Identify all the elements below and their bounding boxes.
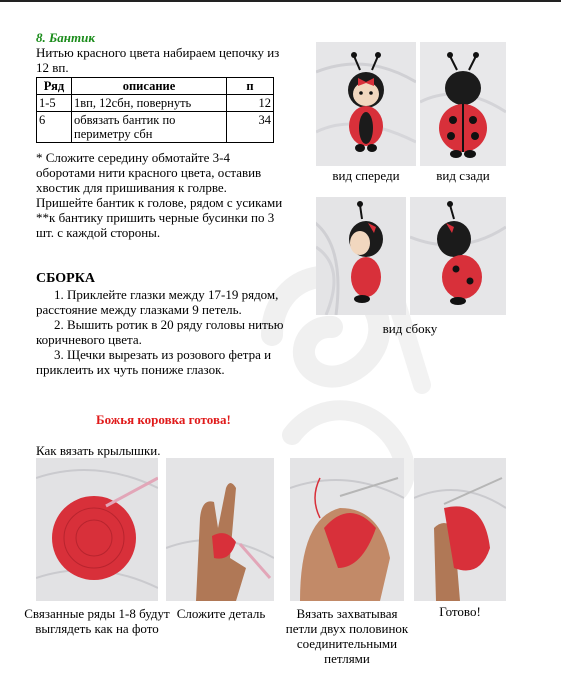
- intro-text: Нитью красного цвета набираем цепочку из 12 вп.: [36, 45, 280, 75]
- step-caption-3: Вязать захватывая петли двух половинок соединительными петлями: [285, 606, 409, 666]
- top-rule: [0, 0, 561, 2]
- assembly-step-3: 3. Щечки вырезать из розового фетра и приклеить их чуть пониже глазок.: [36, 347, 272, 377]
- table-header-row: [37, 78, 274, 95]
- step-caption-4: Готово!: [439, 604, 481, 619]
- wing-step-photo-1: [36, 458, 158, 601]
- wing-step-photo-4: [414, 458, 506, 601]
- note-beads: **к бантику пришить черные бусинки по 3 шт. с каждой стороны.: [36, 210, 275, 240]
- row-description: 1вп, 12сбн, повернуть: [72, 95, 227, 112]
- row-count: 12: [227, 95, 274, 112]
- stitch-table: [36, 77, 274, 143]
- wing-step-photo-3: [290, 458, 404, 601]
- ladybug-side-photo-2: [410, 197, 506, 315]
- note-folding: * Сложите середину обмотайте 3-4 оборотами нити красного цвета, оставив хвостик для пришивания к голрве. Пришейте бантик к голове, рядом с усиками: [36, 150, 283, 210]
- notes-block: [36, 150, 286, 240]
- assembly-step-2: 2. Вышить ротик в 20 ряду головы нитью коричневого цвета.: [36, 317, 284, 347]
- row-number: 6: [37, 112, 72, 143]
- done-text: Божья коровка готова!: [96, 412, 231, 427]
- caption-back-view: вид сзади: [436, 168, 490, 183]
- row-count: 34: [227, 112, 274, 143]
- row-description: обвязать бантик по периметру сбн: [72, 112, 227, 143]
- section-title: 8. Бантик: [36, 30, 95, 45]
- wing-step-photo-2: [166, 458, 274, 601]
- caption-front-view: вид спереди: [332, 168, 400, 183]
- assembly-title: СБОРКА: [36, 271, 95, 286]
- assembly-steps: [36, 287, 286, 377]
- table-row: [37, 95, 274, 112]
- ladybug-side-photo-1: [316, 197, 406, 315]
- header-count-col: п: [227, 78, 274, 95]
- ladybug-front-photo: [316, 42, 416, 166]
- step-caption-2: Сложите деталь: [176, 606, 266, 621]
- header-row-col: Ряд: [37, 78, 72, 95]
- wings-title: Как вязать крылышки.: [36, 443, 161, 458]
- table-row: [37, 112, 274, 143]
- caption-side-view: вид сбоку: [382, 321, 438, 336]
- ladybug-back-photo: [420, 42, 506, 166]
- assembly-step-1: 1. Приклейте глазки между 17-19 рядом, расстояние между глазками 9 петель.: [36, 287, 279, 317]
- step-caption-1: Связанные ряды 1-8 будут выглядеть как на фото: [24, 606, 170, 636]
- header-desc-col: описание: [72, 78, 227, 95]
- row-number: 1-5: [37, 95, 72, 112]
